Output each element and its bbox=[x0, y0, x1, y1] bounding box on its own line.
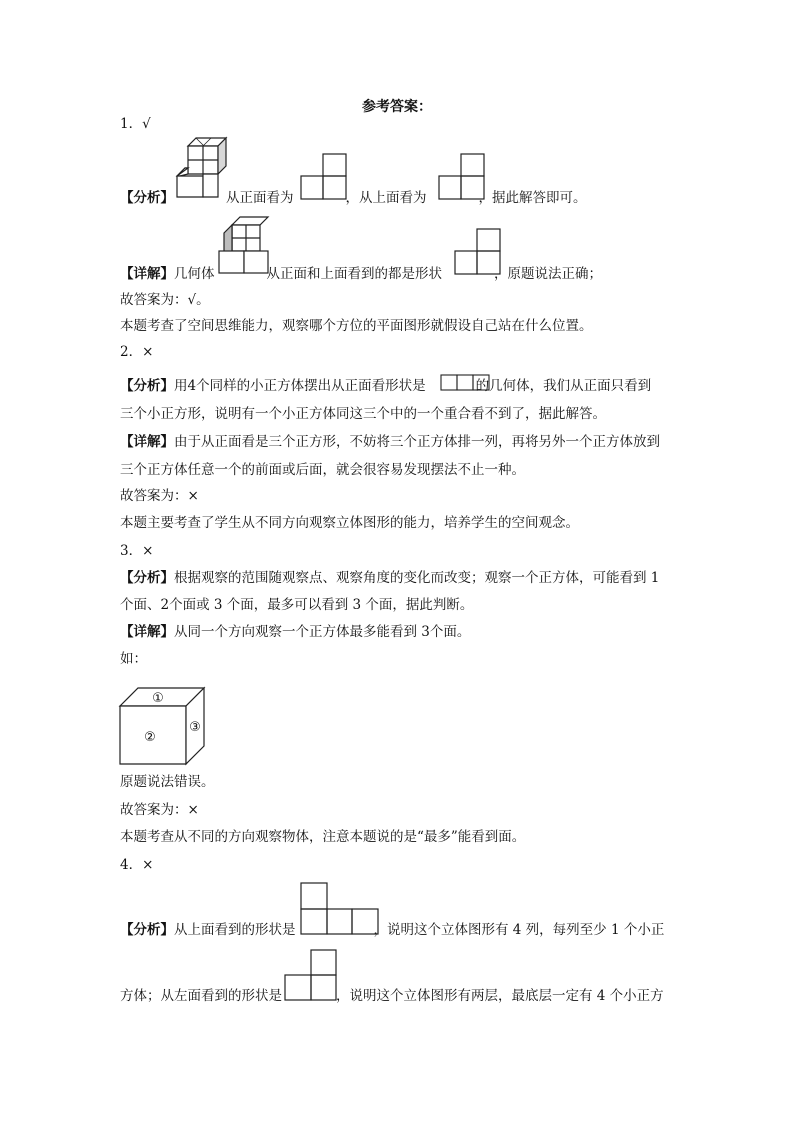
q1-analysis-text-a: 从正面看为 bbox=[226, 190, 294, 206]
q3-analysis-line2: 个面、2个面或 3 个面，最多可以看到 3 个面，据此判断。 bbox=[120, 597, 474, 613]
q3-cube-figure bbox=[118, 686, 204, 766]
q2-analysis-line bbox=[120, 376, 651, 396]
q1-detail-text-a: 几何体 bbox=[174, 266, 215, 282]
q1-front-view-shape bbox=[300, 153, 348, 201]
cube-top-face-label: ① bbox=[152, 691, 164, 706]
q2-analysis-text-a: 用4个同样的小正方体摆出从正面看形状是 bbox=[174, 378, 426, 394]
q2-analysis-text-b: 的几何体，我们从正面只看到 bbox=[475, 378, 652, 394]
q1-answer: 故答案为：√。 bbox=[120, 292, 210, 308]
q4-line2 bbox=[120, 986, 664, 1006]
q1-note: 本题考查了空间思维能力，观察哪个方位的平面图形就假设自己站在什么位置。 bbox=[120, 318, 593, 334]
q1-detail-text-b: 从正面和上面看到的都是形状 bbox=[266, 266, 442, 282]
q2-mark: 2．× bbox=[120, 344, 154, 360]
q1-detail-text-c: ，原题说法正确； bbox=[494, 266, 602, 282]
q1-analysis-line bbox=[120, 188, 587, 208]
q4-mark: 4．× bbox=[120, 857, 154, 873]
q3-analysis-text: 根据观察的范围随观察点、观察角度的变化而改变；观察一个正方体，可能看到 1 bbox=[174, 570, 660, 586]
q3-mark: 3．× bbox=[120, 543, 154, 559]
q3-detail-line1 bbox=[120, 622, 470, 642]
q3-answer: 故答案为：× bbox=[120, 802, 199, 818]
q2-detail-line1 bbox=[120, 432, 660, 452]
q2-three-square-row bbox=[440, 374, 492, 392]
q2-answer: 故答案为：× bbox=[120, 488, 199, 504]
q1-top-view-shape bbox=[438, 153, 486, 201]
cube-side-face-label: ③ bbox=[189, 720, 201, 735]
answer-title: 参考答案： bbox=[362, 99, 432, 115]
q1-detail-line bbox=[120, 264, 602, 284]
q3-conclusion: 原题说法错误。 bbox=[120, 774, 215, 790]
q4-top-view-shape bbox=[300, 882, 380, 936]
detail-tag: 【详解】 bbox=[120, 266, 174, 282]
q1-analysis-text-b: ，从上面看为 bbox=[345, 190, 427, 206]
q4-analysis-text-b: ，说明这个立体图形有 4 列，每列至少 1 个小正 bbox=[373, 922, 665, 938]
q3-example-label: 如： bbox=[120, 651, 147, 667]
q4-line2-text-b: ，说明这个立体图形有两层，最底层一定有 4 个小正方 bbox=[336, 988, 664, 1004]
q3-detail-text: 从同一个方向观察一个正方体最多能看到 3个面。 bbox=[174, 624, 471, 640]
analysis-tag: 【分析】 bbox=[120, 922, 174, 938]
q2-detail-text: 由于从正面看是三个正方形，不妨将三个正方体排一列，再将另外一个正方体放到 bbox=[174, 434, 660, 450]
cube-front-face-label: ② bbox=[144, 730, 156, 745]
q1-mark: 1．√ bbox=[120, 116, 151, 132]
analysis-tag: 【分析】 bbox=[120, 570, 174, 586]
q2-analysis-line2: 三个小正方形，说明有一个小正方体同这三个中的一个重合看不到了，据此解答。 bbox=[120, 406, 606, 422]
q4-left-view-shape bbox=[284, 949, 338, 1003]
q3-note: 本题考查从不同的方向观察物体，注意本题说的是“最多”能看到面。 bbox=[120, 829, 526, 845]
q2-detail-line2: 三个正方体任意一个的前面或后面，就会很容易发现摆法不止一种。 bbox=[120, 462, 525, 478]
q4-line2-text-a: 方体；从左面看到的形状是 bbox=[120, 988, 282, 1004]
q3-analysis-line1 bbox=[120, 568, 659, 588]
q2-note: 本题主要考查了学生从不同方向观察立体图形的能力，培养学生的空间观念。 bbox=[120, 515, 579, 531]
detail-tag: 【详解】 bbox=[120, 624, 174, 640]
q4-analysis-line bbox=[120, 920, 664, 940]
analysis-tag: 【分析】 bbox=[120, 378, 174, 394]
q1-analysis-text-c: ，据此解答即可。 bbox=[478, 190, 587, 206]
analysis-tag: 【分析】 bbox=[120, 190, 174, 206]
q4-analysis-text-a: 从上面看到的形状是 bbox=[174, 922, 296, 938]
q1-detail-view-shape bbox=[454, 228, 502, 276]
detail-tag: 【详解】 bbox=[120, 434, 174, 450]
